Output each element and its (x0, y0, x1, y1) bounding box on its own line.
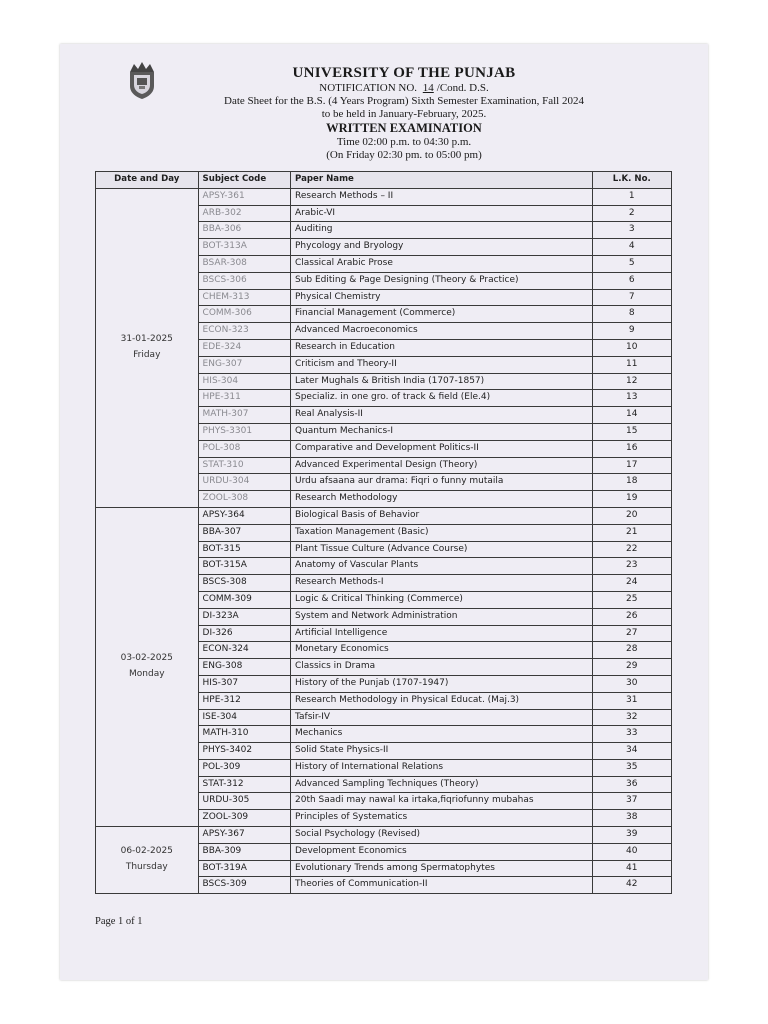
subject-code: ZOOL-309 (198, 810, 290, 827)
lk-number: 7 (592, 289, 671, 306)
subject-code: ENG-307 (198, 356, 290, 373)
paper-name: Classics in Drama (291, 659, 593, 676)
subject-code: POL-309 (198, 759, 290, 776)
table-row (96, 507, 672, 524)
lk-number: 21 (592, 524, 671, 541)
subject-code: PHYS-3301 (198, 423, 290, 440)
paper-name: Financial Management (Commerce) (291, 306, 593, 323)
paper-name: Real Analysis-II (291, 407, 593, 424)
paper-name: Artificial Intelligence (291, 625, 593, 642)
header-lk: L.K. No. (592, 172, 671, 189)
paper-name: Advanced Macroeconomics (291, 323, 593, 340)
exam-date-cell (96, 827, 199, 894)
paper-name: System and Network Administration (291, 608, 593, 625)
subject-code: HPE-311 (198, 390, 290, 407)
paper-name: Evolutionary Trends among Spermatophytes (291, 860, 593, 877)
paper-name: Urdu afsaana aur drama: Fiqri o funny mutaila (291, 474, 593, 491)
exam-date-cell (96, 507, 199, 826)
exam-type: WRITTEN EXAMINATION (326, 121, 482, 135)
exam-day: Monday (129, 669, 165, 679)
lk-number: 20 (592, 507, 671, 524)
lk-number: 24 (592, 575, 671, 592)
header-date: Date and Day (96, 172, 199, 189)
lk-number: 35 (592, 759, 671, 776)
paper-name: Monetary Economics (291, 642, 593, 659)
subject-code: BBA-306 (198, 222, 290, 239)
paper-name: Criticism and Theory-II (291, 356, 593, 373)
paper-name: Biological Basis of Behavior (291, 507, 593, 524)
subject-code: MATH-310 (198, 726, 290, 743)
lk-number: 30 (592, 675, 671, 692)
lk-number: 13 (592, 390, 671, 407)
lk-number: 17 (592, 457, 671, 474)
lk-number: 11 (592, 356, 671, 373)
subject-code: BOT-319A (198, 860, 290, 877)
subject-code: ECON-324 (198, 642, 290, 659)
subject-code: DI-323A (198, 608, 290, 625)
subject-code: STAT-312 (198, 776, 290, 793)
subject-code: DI-326 (198, 625, 290, 642)
subject-code: MATH-307 (198, 407, 290, 424)
subject-code: APSY-367 (198, 827, 290, 844)
exam-date: 06-02-2025 (120, 846, 173, 857)
exam-date: 03-02-2025 (120, 653, 173, 664)
document-header (60, 64, 708, 162)
datesheet-line: Date Sheet for the B.S. (4 Years Program) Sixth Semester Examination, Fall 2024 (224, 95, 584, 107)
lk-number: 10 (592, 339, 671, 356)
subject-code: BBA-307 (198, 524, 290, 541)
lk-number: 4 (592, 239, 671, 256)
subject-code: ZOOL-308 (198, 491, 290, 508)
lk-number: 15 (592, 423, 671, 440)
lk-number: 27 (592, 625, 671, 642)
header-paper: Paper Name (291, 172, 593, 189)
paper-name: Arabic-VI (291, 205, 593, 222)
exam-date-cell (96, 188, 199, 507)
subject-code: HPE-312 (198, 692, 290, 709)
subject-code: URDU-304 (198, 474, 290, 491)
exam-day: Friday (133, 349, 161, 360)
paper-name: Research Methods-I (291, 575, 593, 592)
lk-number: 31 (592, 692, 671, 709)
paper-name: Comparative and Development Politics-II (291, 440, 593, 457)
subject-code: BSCS-306 (198, 272, 290, 289)
paper-name: Research Methodology in Physical Educat. (Maj.3) (291, 692, 593, 709)
paper-name: Development Economics (291, 843, 593, 860)
lk-number: 28 (592, 642, 671, 659)
subject-code: APSY-364 (198, 507, 290, 524)
table-body (96, 188, 672, 893)
subject-code: BOT-315A (198, 558, 290, 575)
friday-time-line: (On Friday 02:30 pm. to 05:00 pm) (326, 149, 482, 161)
notification-number: 14 (422, 82, 434, 94)
paper-name: Tafsir-IV (291, 709, 593, 726)
exam-date: 31-01-2025 (120, 334, 173, 345)
lk-number: 29 (592, 659, 671, 676)
header-code: Subject Code (198, 172, 290, 189)
paper-name: Specializ. in one gro. of track & field (Ele.4) (291, 390, 593, 407)
lk-number: 37 (592, 793, 671, 810)
subject-code: POL-308 (198, 440, 290, 457)
paper-name: Advanced Sampling Techniques (Theory) (291, 776, 593, 793)
table-row (96, 827, 672, 844)
paper-name: Later Mughals & British India (1707-1857) (291, 373, 593, 390)
lk-number: 18 (592, 474, 671, 491)
paper-name: Research Methodology (291, 491, 593, 508)
subject-code: URDU-305 (198, 793, 290, 810)
lk-number: 8 (592, 306, 671, 323)
paper-name: Research in Education (291, 339, 593, 356)
lk-number: 36 (592, 776, 671, 793)
paper-name: Mechanics (291, 726, 593, 743)
subject-code: ARB-302 (198, 205, 290, 222)
lk-number: 39 (592, 827, 671, 844)
lk-number: 14 (592, 407, 671, 424)
lk-number: 16 (592, 440, 671, 457)
subject-code: ISE-304 (198, 709, 290, 726)
lk-number: 34 (592, 743, 671, 760)
subject-code: BSCS-308 (198, 575, 290, 592)
paper-name: Social Psychology (Revised) (291, 827, 593, 844)
subject-code: BSCS-309 (198, 877, 290, 894)
lk-number: 42 (592, 877, 671, 894)
lk-number: 40 (592, 843, 671, 860)
subject-code: APSY-361 (198, 188, 290, 205)
date-sheet-table (95, 171, 672, 894)
paper-name: History of the Punjab (1707-1947) (291, 675, 593, 692)
paper-name: Solid State Physics-II (291, 743, 593, 760)
time-line: Time 02:00 p.m. to 04:30 p.m. (336, 136, 472, 148)
subject-code: ENG-308 (198, 659, 290, 676)
subject-code: PHYS-3402 (198, 743, 290, 760)
subject-code: COMM-306 (198, 306, 290, 323)
paper-name: Plant Tissue Culture (Advance Course) (291, 541, 593, 558)
subject-code: BOT-313A (198, 239, 290, 256)
subject-code: COMM-309 (198, 591, 290, 608)
paper-name: Theories of Communication-II (291, 877, 593, 894)
subject-code: BSAR-308 (198, 255, 290, 272)
paper-name: Sub Editing & Page Designing (Theory & Practice) (291, 272, 593, 289)
lk-number: 33 (592, 726, 671, 743)
subject-code: BBA-309 (198, 843, 290, 860)
lk-number: 23 (592, 558, 671, 575)
lk-number: 9 (592, 323, 671, 340)
paper-name: Classical Arabic Prose (291, 255, 593, 272)
subject-code: ECON-323 (198, 323, 290, 340)
table-header-row (96, 172, 672, 189)
paper-name: Research Methods – II (291, 188, 593, 205)
lk-number: 6 (592, 272, 671, 289)
lk-number: 5 (592, 255, 671, 272)
university-title: UNIVERSITY OF THE PUNJAB (292, 65, 516, 81)
held-line: to be held in January-February, 2025. (321, 108, 487, 120)
subject-code: STAT-310 (198, 457, 290, 474)
table-row (96, 188, 672, 205)
lk-number: 38 (592, 810, 671, 827)
subject-code: EDE-324 (198, 339, 290, 356)
paper-name: 20th Saadi may nawal ka irtaka,fiqriofunny mubahas (291, 793, 593, 810)
notification-line: NOTIFICATION NO. 14 /Cond. D.S. (319, 82, 489, 94)
lk-number: 12 (592, 373, 671, 390)
paper-name: History of International Relations (291, 759, 593, 776)
lk-number: 1 (592, 188, 671, 205)
subject-code: HIS-307 (198, 675, 290, 692)
paper-name: Taxation Management (Basic) (291, 524, 593, 541)
paper-name: Logic & Critical Thinking (Commerce) (291, 591, 593, 608)
lk-number: 26 (592, 608, 671, 625)
lk-number: 41 (592, 860, 671, 877)
paper-name: Physical Chemistry (291, 289, 593, 306)
paper-name: Anatomy of Vascular Plants (291, 558, 593, 575)
lk-number: 32 (592, 709, 671, 726)
page-footer: Page 1 of 1 (95, 916, 143, 927)
paper-name: Principles of Systematics (291, 810, 593, 827)
exam-day: Thursday (125, 862, 168, 873)
paper-name: Phycology and Bryology (291, 239, 593, 256)
paper-name: Quantum Mechanics-I (291, 423, 593, 440)
lk-number: 3 (592, 222, 671, 239)
subject-code: BOT-315 (198, 541, 290, 558)
lk-number: 2 (592, 205, 671, 222)
subject-code: CHEM-313 (198, 289, 290, 306)
paper-name: Auditing (291, 222, 593, 239)
lk-number: 19 (592, 491, 671, 508)
lk-number: 25 (592, 591, 671, 608)
subject-code: HIS-304 (198, 373, 290, 390)
lk-number: 22 (592, 541, 671, 558)
paper-name: Advanced Experimental Design (Theory) (291, 457, 593, 474)
document-page (60, 44, 708, 980)
